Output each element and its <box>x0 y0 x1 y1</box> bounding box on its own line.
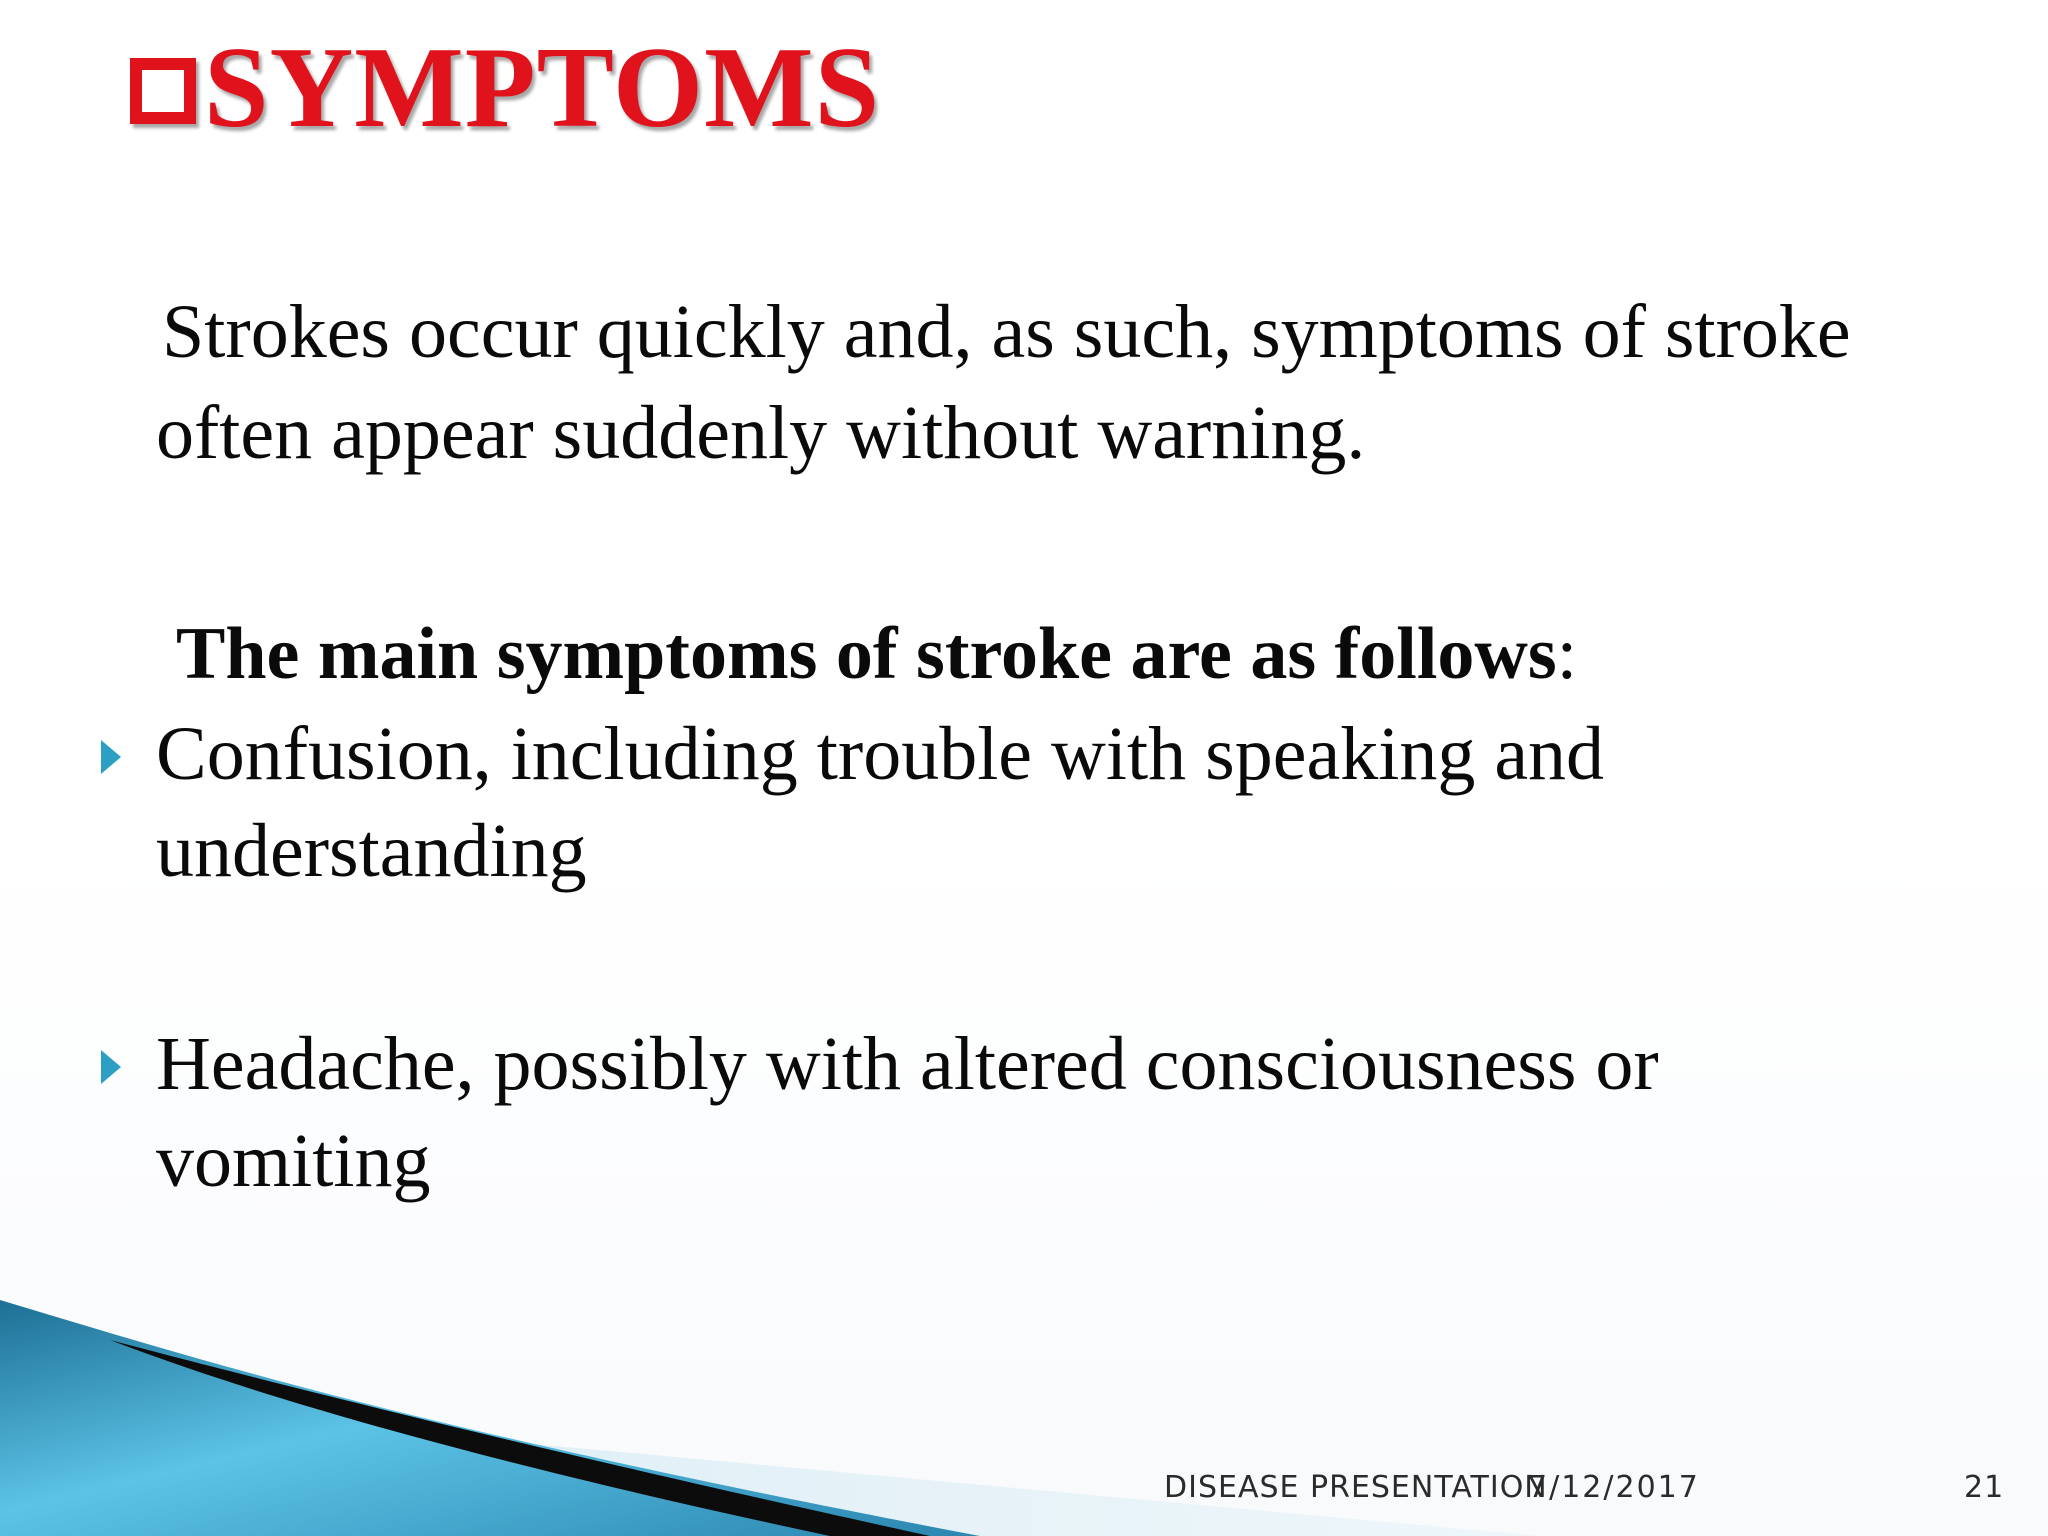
bullet-item <box>156 1016 1936 1210</box>
footer-wave-decoration <box>0 1280 2048 1536</box>
hollow-square-icon <box>130 58 196 124</box>
bullet-line-2: understanding <box>156 809 587 893</box>
lead-sentence <box>176 604 1577 704</box>
bullet-line-1: Headache, possibly with altered consciousness or <box>156 1022 1659 1106</box>
lead-colon: : <box>1556 613 1578 695</box>
triangle-bullet-icon <box>101 1050 121 1084</box>
footer-presentation-title: DISEASE PRESENTATION <box>1164 1470 1548 1505</box>
triangle-bullet-icon <box>101 740 121 774</box>
title-text: SYMPTOMS <box>204 24 881 152</box>
bullet-item <box>156 706 1936 900</box>
intro-line-2: often appear suddenly without warning. <box>156 391 1366 475</box>
intro-paragraph <box>156 282 1956 484</box>
bullet-line-1: Confusion, including trouble with speaking and <box>156 712 1605 796</box>
footer-page-number: 21 <box>1964 1470 2005 1505</box>
slide-title <box>130 24 881 152</box>
lead-bold-text: The main symptoms of stroke are as follows <box>176 613 1557 695</box>
footer-date: 7/12/2017 <box>1528 1470 1700 1505</box>
intro-line-1: Strokes occur quickly and, as such, symptoms of stroke <box>162 290 1851 374</box>
bullet-line-2: vomiting <box>156 1119 431 1203</box>
